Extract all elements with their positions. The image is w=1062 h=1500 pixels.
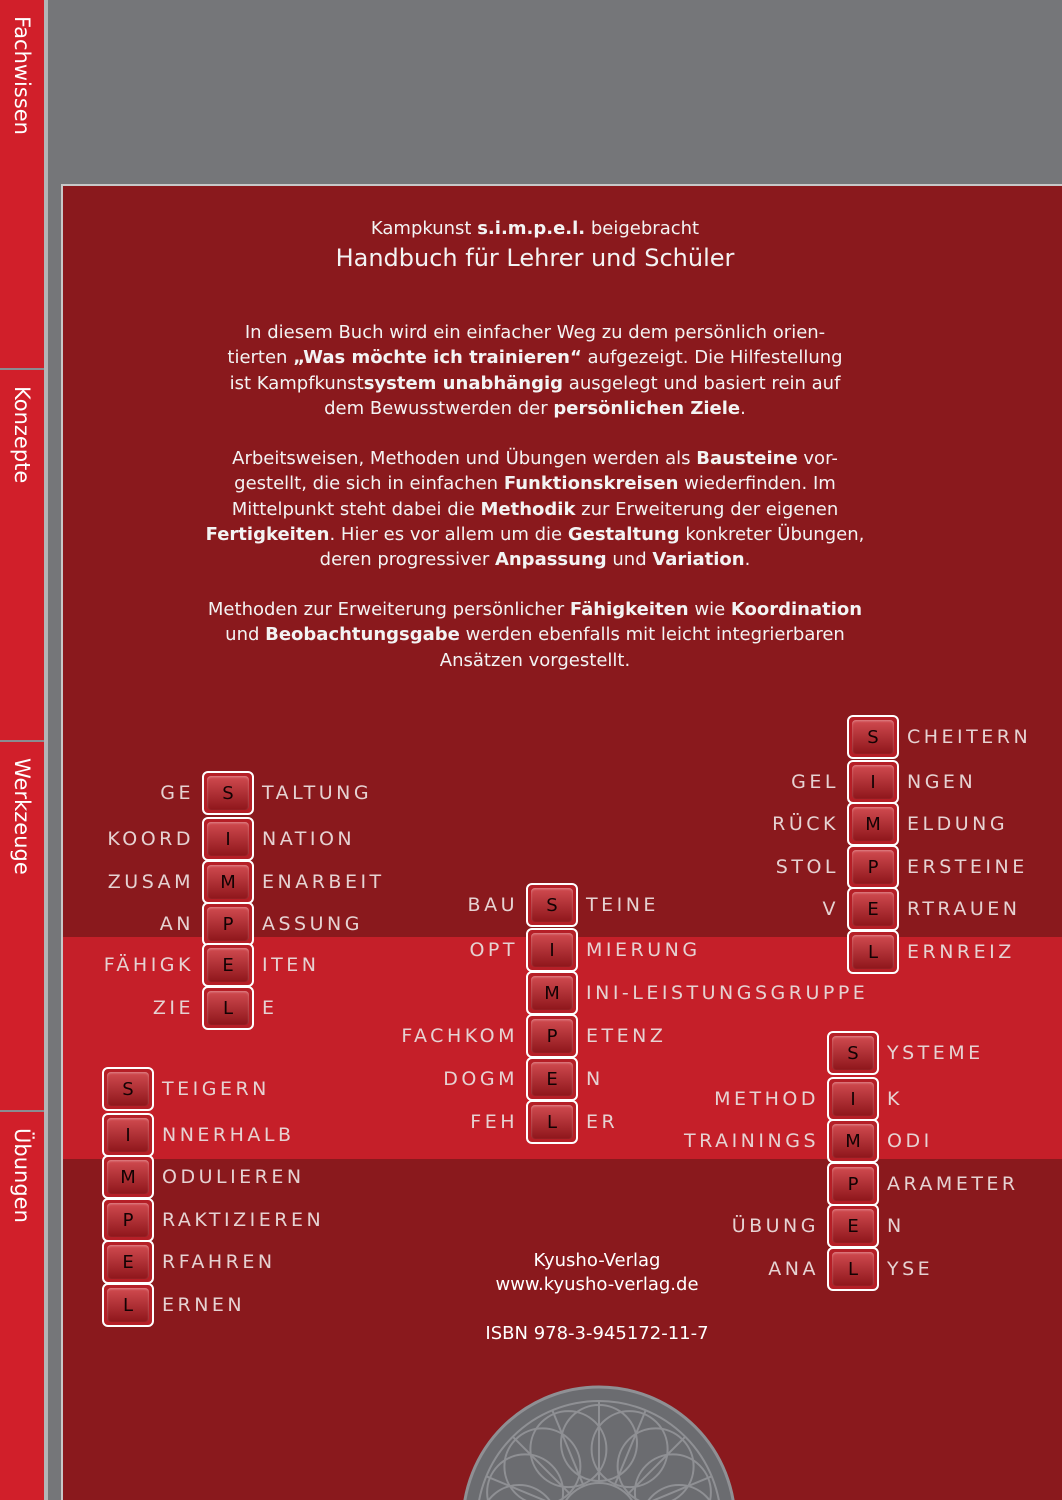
puzzle-row <box>401 1014 667 1058</box>
tile-letter: L <box>207 991 249 1025</box>
tile-letter: P <box>107 1203 149 1237</box>
word-suffix: ODULIEREN <box>162 1166 305 1188</box>
tile-letter: M <box>852 807 894 841</box>
word-prefix: FACHKOM <box>401 1025 518 1047</box>
word-prefix: ZUSAM <box>107 871 194 893</box>
bold-term: Anpassung <box>494 549 607 571</box>
word-suffix: K <box>887 1088 903 1110</box>
puzzle-row <box>103 943 320 987</box>
word-prefix: GEL <box>791 771 839 793</box>
word-prefix: BAU <box>467 894 518 916</box>
tile-letter: S <box>832 1036 874 1070</box>
letter-tile <box>526 1100 578 1144</box>
text-run: dem Bewusstwerden der <box>324 397 554 419</box>
word-suffix: INI-LEISTUNGSGRUPPE <box>586 982 869 1004</box>
word-prefix: FÄHIGK <box>103 954 194 976</box>
text-run: wiederfinden. Im <box>678 473 836 495</box>
text-run: . Hier es vor allem um die <box>329 523 568 545</box>
tile-letter: I <box>207 822 249 856</box>
bold-term: „Was möchte ich trainieren“ <box>293 347 582 369</box>
book-subtitle <box>63 218 1007 239</box>
letter-tile <box>827 1247 879 1291</box>
letter-tile <box>526 1057 578 1101</box>
isbn: ISBN 978-3-945172-11-7 <box>485 1323 709 1344</box>
word-suffix: ITEN <box>262 954 320 976</box>
text-run: Arbeitsweisen, Methoden und Übungen werden als <box>232 448 697 469</box>
text-run: vor- <box>797 448 838 469</box>
text-run: und <box>225 624 266 646</box>
word-suffix: RAKTIZIEREN <box>162 1209 325 1231</box>
puzzle-row <box>107 860 385 904</box>
word-suffix: ERNEN <box>162 1294 246 1316</box>
paragraph-line <box>63 522 1007 547</box>
word-suffix: ASSUNG <box>262 913 363 935</box>
letter-tile <box>827 1204 879 1248</box>
bold-term: Koordination <box>730 599 863 620</box>
word-suffix: ERSTEINE <box>907 856 1028 878</box>
text-run: Ansätzen vorgestellt. <box>439 649 631 671</box>
sidebar-tab-label: Übungen <box>10 1128 34 1223</box>
word-suffix: CHEITERN <box>907 726 1032 748</box>
puzzle-row <box>152 986 278 1030</box>
paragraph-line <box>63 648 1007 673</box>
word-prefix: ANA <box>768 1258 819 1280</box>
letter-tile <box>847 715 899 759</box>
bold-term: Variation <box>652 549 745 571</box>
letter-tile <box>827 1077 879 1121</box>
subtitle-text: Kampkunst <box>370 218 478 239</box>
paragraph-line <box>63 622 1007 647</box>
text-run: wie <box>688 599 731 620</box>
paragraph-line <box>63 597 1007 622</box>
puzzle-row <box>526 971 869 1015</box>
puzzle-row <box>822 887 1021 931</box>
description-paragraph-2 <box>63 446 1007 572</box>
puzzle-row <box>714 1077 903 1121</box>
puzzle-row <box>469 928 701 972</box>
tile-letter: P <box>207 907 249 941</box>
tile-letter: E <box>832 1209 874 1243</box>
word-suffix: ENARBEIT <box>262 871 385 893</box>
word-suffix: ER <box>586 1111 619 1133</box>
letter-tile <box>827 1031 879 1075</box>
tile-letter: I <box>531 933 573 967</box>
puzzle-row <box>102 1198 325 1242</box>
puzzle-row <box>775 845 1028 889</box>
paragraph-line <box>63 345 1007 370</box>
paragraph-line <box>63 547 1007 572</box>
letter-tile <box>847 760 899 804</box>
paragraph-line <box>63 471 1007 496</box>
letter-tile <box>202 986 254 1030</box>
bold-term: Fertigkeiten <box>205 523 330 545</box>
puzzle-row <box>847 715 1032 759</box>
word-suffix: TEINE <box>586 894 659 916</box>
puzzle-row <box>102 1283 246 1327</box>
letter-tile <box>526 971 578 1015</box>
letter-tile <box>202 817 254 861</box>
word-suffix: N <box>887 1215 905 1237</box>
tile-letter: L <box>107 1288 149 1322</box>
word-prefix: ZIE <box>152 997 194 1019</box>
publisher-url[interactable]: www.kyusho-verlag.de <box>495 1274 699 1295</box>
sidebar-edge <box>44 0 48 1500</box>
sidebar-tab-label: Werkzeuge <box>10 758 34 875</box>
puzzle-row <box>772 802 1009 846</box>
tile-letter: M <box>531 976 573 1010</box>
tile-letter: S <box>852 720 894 754</box>
tile-letter: I <box>852 765 894 799</box>
sidebar-tab-werkzeuge[interactable] <box>0 742 44 1112</box>
text-run: . <box>740 397 746 419</box>
bold-term: Funktionskreisen <box>503 473 679 495</box>
letter-tile <box>827 1162 879 1206</box>
puzzle-row <box>160 771 373 815</box>
tile-letter: E <box>852 892 894 926</box>
bold-term: Methodik <box>480 498 576 520</box>
word-suffix: RFAHREN <box>162 1251 276 1273</box>
puzzle-row <box>731 1204 905 1248</box>
tile-letter: E <box>107 1245 149 1279</box>
letter-tile <box>847 802 899 846</box>
text-run: werden ebenfalls mit leicht integrierbaren <box>459 624 845 646</box>
word-prefix: AN <box>159 913 194 935</box>
word-suffix: YSE <box>887 1258 934 1280</box>
bold-term: Fähigkeiten <box>569 599 689 620</box>
letter-tile <box>202 902 254 946</box>
word-suffix: ELDUNG <box>907 813 1009 835</box>
word-prefix: FEH <box>470 1111 518 1133</box>
tile-letter: S <box>531 888 573 922</box>
paragraph-line <box>63 497 1007 522</box>
tile-letter: P <box>852 850 894 884</box>
sidebar-tab-label: Fachwissen <box>10 16 34 135</box>
description-paragraph-3 <box>63 597 1007 673</box>
puzzle-row <box>470 1100 619 1144</box>
text-run: konkreter Übungen, <box>679 523 865 545</box>
word-suffix: N <box>586 1068 604 1090</box>
tile-letter: L <box>832 1252 874 1286</box>
puzzle-row <box>443 1057 604 1101</box>
word-suffix: NATION <box>262 828 356 850</box>
word-suffix: E <box>262 997 278 1019</box>
tile-letter: I <box>832 1082 874 1116</box>
paragraph-line <box>63 320 1007 345</box>
puzzle-row <box>768 1247 934 1291</box>
publisher-name: Kyusho-Verlag <box>533 1250 661 1271</box>
tile-letter: L <box>852 935 894 969</box>
text-run: Mittelpunkt steht dabei die <box>231 498 481 520</box>
puzzle-row <box>102 1113 295 1157</box>
letter-tile <box>102 1155 154 1199</box>
letter-tile <box>526 883 578 927</box>
sidebar-tab-label: Konzepte <box>10 386 34 484</box>
word-prefix: GE <box>160 782 194 804</box>
word-prefix: RÜCK <box>772 813 839 835</box>
puzzle-row <box>847 930 1015 974</box>
sidebar-tab-fachwissen[interactable] <box>0 0 44 370</box>
paragraph-line <box>63 396 1007 421</box>
word-suffix: NNERHALB <box>162 1124 295 1146</box>
puzzle-row <box>107 817 356 861</box>
puzzle-row <box>467 883 659 927</box>
book-title: Handbuch für Lehrer und Schüler <box>335 244 735 272</box>
text-run: In diesem Buch wird ein einfacher Weg zu dem persönlich orien- <box>244 322 826 343</box>
word-suffix: TEIGERN <box>162 1078 270 1100</box>
puzzle-row <box>827 1162 1019 1206</box>
letter-tile <box>102 1283 154 1327</box>
cover-panel <box>61 184 1062 1500</box>
word-prefix: METHOD <box>714 1088 819 1110</box>
puzzle-row <box>159 902 363 946</box>
rose-window-seal-icon <box>459 1383 739 1500</box>
letter-tile <box>526 928 578 972</box>
text-run: ausgelegt und basiert rein auf <box>563 372 841 394</box>
tile-letter: S <box>207 776 249 810</box>
word-suffix: ODI <box>887 1130 933 1152</box>
puzzle-row <box>102 1067 270 1111</box>
puzzle-row <box>102 1155 305 1199</box>
tile-letter: E <box>207 948 249 982</box>
tile-letter: I <box>107 1118 149 1152</box>
tile-letter: M <box>207 865 249 899</box>
word-prefix: ÜBUNG <box>731 1215 819 1237</box>
word-prefix: STOL <box>775 856 839 878</box>
letter-tile <box>202 943 254 987</box>
letter-tile <box>102 1113 154 1157</box>
description-paragraph-1 <box>63 320 1007 421</box>
bold-term: Gestaltung <box>567 523 680 545</box>
bold-term: Beobachtungsgabe <box>265 624 460 646</box>
letter-tile <box>102 1067 154 1111</box>
bold-term: system unabhängig <box>363 372 564 394</box>
text-run: Methoden zur Erweiterung persönlicher <box>207 599 570 620</box>
letter-tile <box>847 887 899 931</box>
bold-term: Bausteine <box>696 448 798 469</box>
text-run: . <box>744 549 751 571</box>
tile-letter: E <box>531 1062 573 1096</box>
text-run: aufgezeigt. Die Hilfestellung <box>581 347 843 369</box>
tile-letter: P <box>531 1019 573 1053</box>
tile-letter: M <box>832 1124 874 1158</box>
sidebar <box>0 0 44 1500</box>
letter-tile <box>847 845 899 889</box>
letter-tile <box>102 1240 154 1284</box>
text-run: deren progressiver <box>319 549 495 571</box>
word-suffix: NGEN <box>907 771 977 793</box>
text-run: und <box>606 549 653 571</box>
tile-letter: P <box>832 1167 874 1201</box>
word-suffix: YSTEME <box>887 1042 984 1064</box>
letter-tile <box>202 860 254 904</box>
word-prefix: V <box>822 898 839 920</box>
sidebar-tab-konzepte[interactable] <box>0 370 44 742</box>
word-prefix: OPT <box>469 939 518 961</box>
word-prefix: KOORD <box>107 828 194 850</box>
text-run: zur Erweiterung der eigenen <box>575 498 839 520</box>
puzzle-row <box>791 760 977 804</box>
sidebar-tab-uebungen[interactable] <box>0 1112 44 1500</box>
letter-tile <box>102 1198 154 1242</box>
letter-tile <box>526 1014 578 1058</box>
text-run: tierten <box>227 347 294 369</box>
puzzle-row <box>102 1240 276 1284</box>
subtitle-text: beigebracht <box>585 218 700 239</box>
bold-term: persönlichen Ziele <box>553 397 741 419</box>
word-suffix: ERNREIZ <box>907 941 1015 963</box>
word-suffix: MIERUNG <box>586 939 701 961</box>
tile-letter: S <box>107 1072 149 1106</box>
word-suffix: ARAMETER <box>887 1173 1019 1195</box>
letter-tile <box>847 930 899 974</box>
word-suffix: RTRAUEN <box>907 898 1021 920</box>
puzzle-row <box>827 1031 984 1075</box>
text-run: ist Kampfkunst <box>229 372 364 394</box>
tile-letter: M <box>107 1160 149 1194</box>
tile-letter: L <box>531 1105 573 1139</box>
word-suffix: TALTUNG <box>262 782 373 804</box>
subtitle-simpel: s.i.m.p.e.l. <box>477 218 586 239</box>
puzzle-row <box>684 1119 933 1163</box>
word-prefix: TRAININGS <box>684 1130 819 1152</box>
paragraph-line <box>63 446 1007 471</box>
word-prefix: DOGM <box>443 1068 518 1090</box>
letter-tile <box>202 771 254 815</box>
letter-tile <box>827 1119 879 1163</box>
text-run: gestellt, die sich in einfachen <box>234 473 504 495</box>
paragraph-line <box>63 371 1007 396</box>
word-suffix: ETENZ <box>586 1025 667 1047</box>
